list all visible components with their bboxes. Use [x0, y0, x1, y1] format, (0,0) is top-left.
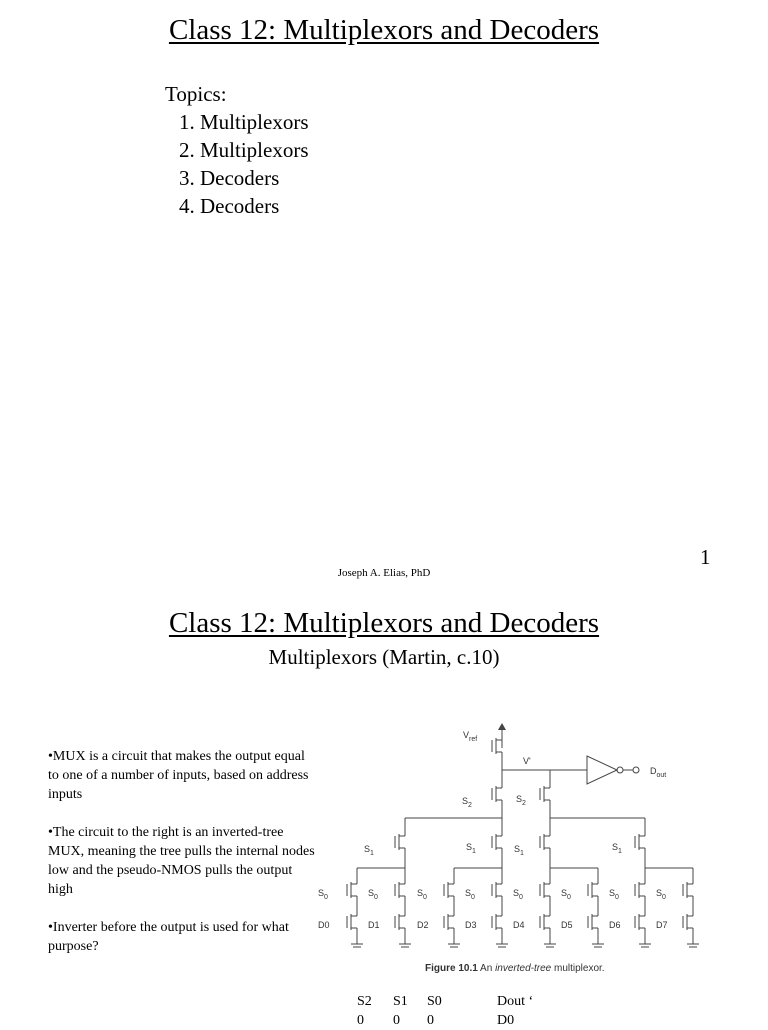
svg-text:D5: D5 — [561, 920, 573, 930]
svg-text:D0: D0 — [318, 920, 330, 930]
topic-item: 4. Decoders — [200, 192, 309, 220]
svg-text:S0: $S_0$ — [609, 888, 619, 901]
slide2-title: Class 12: Multiplexors and Decoders — [168, 607, 600, 639]
svg-text:D1: D1 — [368, 920, 380, 930]
svg-text:S2: $S_2$ — [462, 796, 472, 809]
svg-text:S0: $S_0$ — [368, 888, 378, 901]
svg-text:D7: D7 — [656, 920, 668, 930]
svg-text:D6: D6 — [609, 920, 621, 930]
truth-table-row: 0 0 0 D0 — [357, 1013, 515, 1028]
svg-text:D4: D4 — [513, 920, 525, 930]
truth-table-header: S2 S1 S0 Dout ‘ — [357, 994, 534, 1009]
s0-d-transistor-columns — [347, 868, 699, 947]
svg-text:S0: $S_0$ — [513, 888, 523, 901]
svg-text:S0: $S_0$ — [465, 888, 475, 901]
author-footer: Joseph A. Elias, PhD — [337, 567, 431, 579]
topic-item: 1. Multiplexors — [200, 108, 309, 136]
svg-text:S1: $S_1$ — [466, 842, 476, 855]
svg-text:D3: D3 — [465, 920, 477, 930]
slide1-title: Class 12: Multiplexors and Decoders — [168, 14, 600, 46]
node-label: V' — [523, 756, 531, 766]
vref-label: $V_{ref}$ — [463, 730, 478, 743]
page-number: 1 — [700, 545, 711, 569]
svg-text:S0: $S_0$ — [318, 888, 328, 901]
figure-caption: Figure 10.1 An inverted-tree multiplexor. — [425, 963, 605, 974]
inverter-triangle — [587, 756, 617, 784]
svg-text:S0: $S_0$ — [417, 888, 427, 901]
bullet-item: •Inverter before the output is used for what purpose? — [48, 920, 289, 954]
topic-item: 3. Decoders — [200, 164, 309, 192]
svg-text:S1: $S_1$ — [514, 844, 524, 857]
topic-item: 2. Multiplexors — [200, 136, 309, 164]
vdd-arrow — [498, 723, 506, 730]
inverted-tree-mux-diagram — [318, 718, 730, 963]
svg-text:D2: D2 — [417, 920, 429, 930]
topics-label: Topics: — [165, 82, 227, 106]
bullet-item: •The circuit to the right is an inverted-tree MUX, meaning the tree pulls the internal nodes low and the pseudo-NMOS pulls the output high — [48, 825, 315, 897]
bullet-item: •MUX is a circuit that makes the output equal to one of a number of inputs, based on address inputs — [48, 749, 309, 802]
d-input-labels — [318, 920, 668, 930]
svg-text:S1: $S_1$ — [612, 842, 622, 855]
topics-list — [165, 80, 309, 220]
truth-table — [357, 992, 533, 1030]
svg-text:S0: $S_0$ — [656, 888, 666, 901]
slide2-subtitle: Multiplexors (Martin, c.10) — [268, 645, 500, 669]
svg-text:S2: $S_2$ — [516, 794, 526, 807]
dout-label: $D_{out}$ — [650, 766, 667, 779]
bullet-list — [48, 747, 318, 975]
svg-text:S1: $S_1$ — [364, 844, 374, 857]
dout-terminal — [633, 767, 639, 773]
svg-text:S0: $S_0$ — [561, 888, 571, 901]
